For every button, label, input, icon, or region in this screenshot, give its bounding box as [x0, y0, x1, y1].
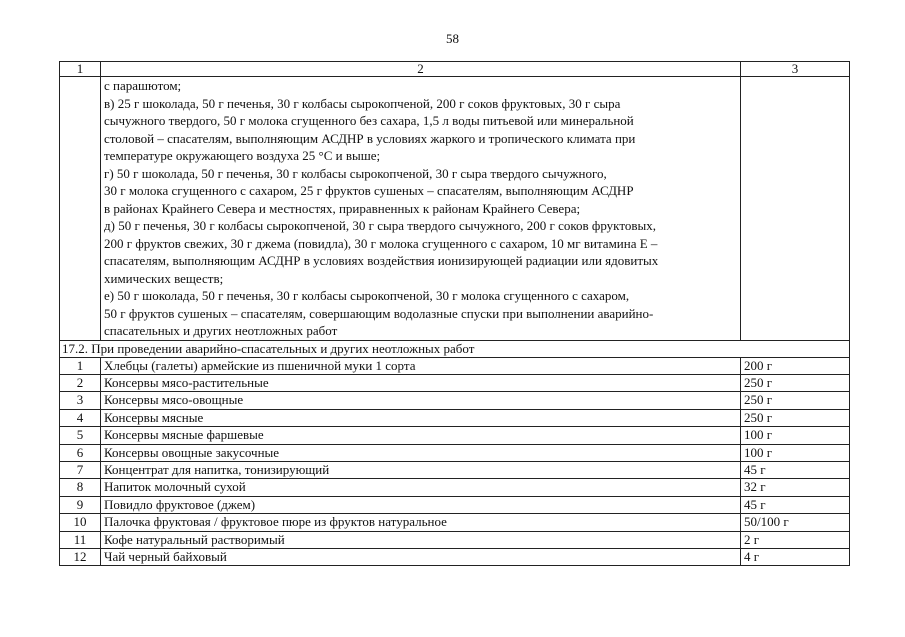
item-amount: 100 г	[741, 427, 850, 444]
continuation-line: с парашютом;	[104, 78, 182, 93]
table-row	[60, 357, 850, 374]
continuation-line: температуре окружающего воздуха 25 °С и выше;	[104, 148, 381, 163]
item-amount: 250 г	[741, 409, 850, 426]
row-number: 12	[60, 548, 101, 565]
item-amount: 50/100 г	[741, 514, 850, 531]
continuation-line: спасателям, выполняющим АСДНР в условиях воздействия ионизирующей радиации или ядовитых	[104, 253, 659, 268]
continuation-line: г) 50 г шоколада, 50 г печенья, 30 г колбасы сырокопченой, 30 г сыра твердого сычужного,	[104, 165, 607, 181]
item-amount: 100 г	[741, 444, 850, 461]
table-row	[60, 427, 850, 444]
continuation-line: сычужного твердого, 50 г молока сгущенного без сахара, 1,5 л воды питьевой или минеральной	[104, 113, 634, 128]
continuation-line: столовой – спасателям, выполняющим АСДНР в условиях жаркого и тропического климата при	[104, 130, 636, 146]
table-row	[60, 461, 850, 478]
header-col-2: 2	[101, 62, 741, 77]
item-name: Чай черный байховый	[101, 548, 741, 565]
item-name: Консервы мясо-растительные	[101, 374, 741, 391]
item-name: Консервы мясные фаршевые	[101, 427, 741, 444]
table-header-row	[60, 62, 850, 77]
continuation-line: спасательных и других неотложных работ	[104, 323, 338, 338]
item-amount: 4 г	[741, 548, 850, 565]
header-col-1: 1	[60, 62, 101, 77]
section-title: 17.2. При проведении аварийно-спасательных и других неотложных работ	[60, 340, 850, 357]
continuation-line: в) 25 г шоколада, 50 г печенья, 30 г колбасы сырокопченой, 200 г соков фруктовых, 30 г сыра	[104, 95, 621, 111]
table-row	[60, 548, 850, 565]
row-number: 10	[60, 514, 101, 531]
row-number: 3	[60, 392, 101, 409]
continuation-line: химических веществ;	[104, 270, 224, 286]
row-number: 9	[60, 496, 101, 513]
item-name: Консервы мясные	[101, 409, 741, 426]
item-name: Консервы мясо-овощные	[101, 392, 741, 409]
item-amount: 250 г	[741, 392, 850, 409]
item-amount: 250 г	[741, 374, 850, 391]
item-name: Концентрат для напитка, тонизирующий	[101, 461, 741, 478]
continuation-text-cell	[101, 77, 741, 341]
continuation-line: в районах Крайнего Севера и местностях, приравненных к районам Крайнего Севера;	[104, 200, 581, 216]
row-number: 11	[60, 531, 101, 548]
table-row	[60, 444, 850, 461]
table-row	[60, 514, 850, 531]
row-number: 7	[60, 461, 101, 478]
item-amount: 45 г	[741, 496, 850, 513]
table-row	[60, 479, 850, 496]
continuation-row	[60, 77, 850, 341]
row-number: 4	[60, 409, 101, 426]
continuation-line: 30 г молока сгущенного с сахаром, 25 г фруктов сушеных – спасателям, выполняющим АСДНР	[104, 183, 634, 198]
item-amount: 200 г	[741, 357, 850, 374]
page-number: 58	[446, 31, 459, 46]
item-amount: 32 г	[741, 479, 850, 496]
continuation-amount-cell	[741, 77, 850, 341]
row-number: 2	[60, 374, 101, 391]
continuation-line: е) 50 г шоколада, 50 г печенья, 30 г колбасы сырокопченой, 30 г молока сгущенного с сахаром,	[104, 288, 630, 303]
ration-table	[59, 61, 850, 566]
table-row	[60, 392, 850, 409]
row-number: 8	[60, 479, 101, 496]
row-number: 6	[60, 444, 101, 461]
table-row	[60, 374, 850, 391]
item-amount: 45 г	[741, 461, 850, 478]
item-name: Напиток молочный сухой	[101, 479, 741, 496]
item-name: Хлебцы (галеты) армейские из пшеничной муки 1 сорта	[101, 357, 741, 374]
section-row	[60, 340, 850, 357]
continuation-num-cell	[60, 77, 101, 341]
continuation-line: д) 50 г печенья, 30 г колбасы сырокопченой, 30 г сыра твердого сычужного, 200 г соков фруктовых,	[104, 218, 656, 233]
continuation-line: 50 г фруктов сушеных – спасателям, совершающим водолазные спуски при выполнении аварийно-	[104, 305, 654, 321]
item-name: Палочка фруктовая / фруктовое пюре из фруктов натуральное	[101, 514, 741, 531]
item-amount: 2 г	[741, 531, 850, 548]
header-col-3: 3	[741, 62, 850, 77]
table-row	[60, 496, 850, 513]
row-number: 1	[60, 357, 101, 374]
table-row	[60, 531, 850, 548]
item-name: Кофе натуральный растворимый	[101, 531, 741, 548]
item-name: Консервы овощные закусочные	[101, 444, 741, 461]
item-name: Повидло фруктовое (джем)	[101, 496, 741, 513]
continuation-line: 200 г фруктов свежих, 30 г джема (повидла), 30 г молока сгущенного с сахаром, 10 мг витамина Е –	[104, 235, 658, 251]
table-row	[60, 409, 850, 426]
row-number: 5	[60, 427, 101, 444]
